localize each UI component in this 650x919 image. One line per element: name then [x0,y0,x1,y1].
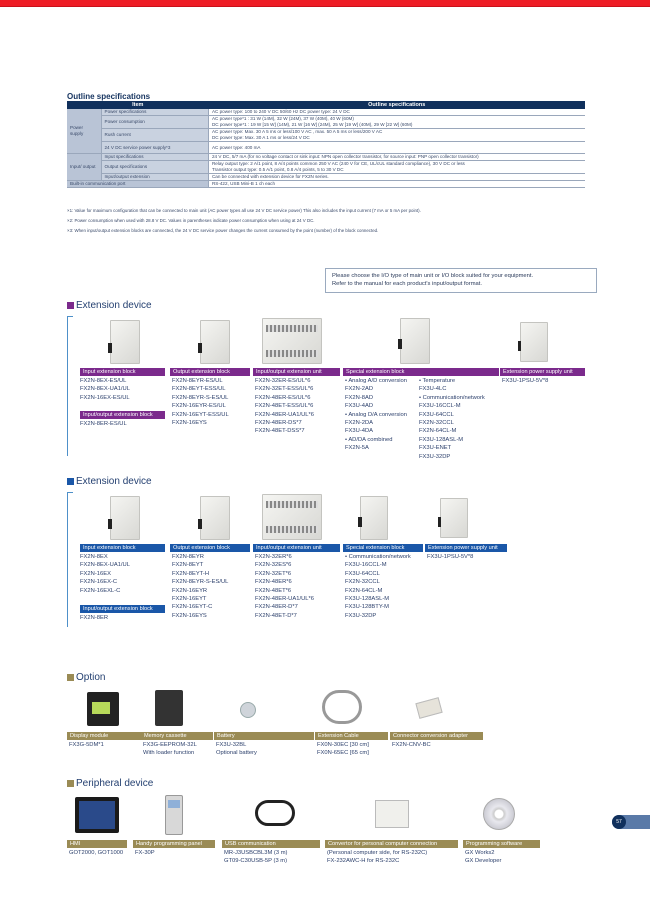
label-io-extension-block: Input/output extension block [80,411,165,419]
label-special-extension-block: Special extension block [343,368,499,376]
io-unit-image [262,318,322,364]
connector-adapter-image [415,697,442,719]
usb-cable-image [255,800,295,826]
label-extension-cable: Extension Cable [315,732,388,740]
power-supply-image [440,498,468,538]
input-block-image [110,496,140,540]
page-number-tab: 57 [612,815,650,829]
bracket-line [67,492,73,627]
top-red-bar [0,0,650,7]
label-memory-cassette: Memory cassette [141,732,213,740]
list-output-block: FX2N-8EYR-ES/UL FX2N-8EYT-ESS/UL FX2N-8EYR-S-ES/UL FX2N-16EYR-ES/UL FX2N-16EYT-ESS/UL FX2N-16EYS [172,378,229,426]
group-power: Power supply [67,109,101,154]
bracket-line [67,316,73,456]
io-unit-image [262,494,322,540]
label-input-extension-block: Input extension block [80,544,165,552]
list-power-supply: FX3U-1PSU-5V*8 [502,378,549,384]
table-row: Rush current AC power type: Max. 30 A 5 ms or less/100 V AC , max. 50 A 5 ms or less/200 V AC DC power type: Max. 30 A 1 ms or less/24 V DC [67,129,585,142]
hmi-image [75,797,119,833]
label-output-extension-block: Output extension block [170,368,250,376]
list-io-unit: FX2N-32ER-ES/UL*6 FX2N-32ET-ESS/UL*6 FX2N-48ER-ES/UL*6 FX2N-48ET-ESS/UL*6 FX2N-48ER-UA1/UL*6 FX2N-48ER-DS*7 FX2N-48ET-DSS*7 [255,378,314,435]
table-row: Output specifications Relay output type: 2 A/1 point, 8 A/4 points common 250 V AC (240 V for CE, UL/cUL standard compliance), 30 V DC or less Transistor output type: 0.5 A/1 point, 0.8 A/4 points, 5 to 30 V DC [67,161,585,174]
square-bullet-icon [67,780,74,787]
cd-image [483,798,515,830]
label-special-extension-block: Special extension block [343,544,423,552]
footnotes: ×1: Value for maximum configuration that can be connected to main unit (AC power types all use 24 V DC service power) This also includes the input current (7 mA or 5 mA per point). ×2: Power consumption when used with 28.8 V DC. Values in parentheses indicate power consumption when using at 24 V DC. ×3: When input/output extension blocks are connected, the 24 V DC service power changes the current consumed by the point (number) of the block connected. [67,208,421,233]
label-io-extension-unit: Input/output extension unit [253,368,340,376]
battery-image [240,702,256,718]
label-display-module: Display module [67,732,142,740]
list-special: • Communication/network FX3U-16CCL-M FX3U-64CCL FX2N-32CCL FX2N-64CL-M FX3U-128ASL-M FX3U-128BTY-M FX3U-32DP [345,554,411,619]
special-block-image [400,318,430,364]
label-usb-communication: USB communication [222,840,320,848]
square-bullet-icon [67,478,74,485]
table-row: Input/ output Input specifications 24 V DC, 5/7 mA (for no voltage contact or sink input: NPN open collector transistor, for source input: PNP open collector transistor) [67,154,585,161]
list-input-block: FX2N-8EX FX2N-8EX-UA1/UL FX2N-16EX FX2N-16EX-C FX2N-16EXL-C [80,554,130,594]
power-supply-image [520,322,548,362]
label-output-extension-block: Output extension block [170,544,250,552]
table-row: 24 V DC service power supply*3 AC power type: 400 mA [67,142,585,154]
output-block-image [200,320,230,364]
list-io-block: FX2N-8ER [80,615,109,621]
table-row: Input/output extension Can be connected with extension device for FX2N series. [67,174,585,181]
list-special-col2: • Temperature FX3U-4LC • Communication/network FX3U-16CCL-M FX3U-64CCL FX2N-32CCL FX2N-64CL-M FX3U-128ASL-M FX3U-ENET FX3U-32DP [419,378,485,460]
output-block-image [200,496,230,540]
list-io-unit: FX2N-32ER*6 FX2N-32ES*6 FX2N-32ET*6 FX2N-48ER*6 FX2N-48ET*6 FX2N-48ER-UA1/UL*6 FX2N-48ER-D*7 FX2N-48ET-D*7 [255,554,314,619]
label-input-extension-block: Input extension block [80,368,165,376]
extension-cable-image [322,690,362,724]
label-programming-software: Programming software [463,840,540,848]
memory-cassette-image [155,690,183,726]
table-row: Power supply Power specifications AC power type: 100 to 240 V DC 50/60 Hz DC power type: 24 V DC [67,109,585,116]
outline-spec-title: Outline specifications [67,92,151,101]
table-row: Power consumption AC power type*1 : 31 W (14M), 32 W (24M), 37 W (40M), 40 W (60M) DC power type*1 : 19 W [15 W] (14M), 21 W [16 W] (24M), 25 W [19 W] (40M), 29 W [22 W] (60M) [67,116,585,129]
special-block-image [360,496,388,540]
label-extension-power-supply: Extension power supply unit [500,368,585,376]
label-battery: Battery [214,732,314,740]
section-title-peripheral: Peripheral device [67,778,153,789]
square-bullet-icon [67,302,74,309]
list-output-block: FX2N-8EYR FX2N-8EYT FX2N-8EYT-H FX2N-8EYR-S-ES/UL FX2N-16EYR FX2N-16EYT FX2N-16EYT-C FX2N-16EYS [172,554,229,619]
group-io: Input/ output [67,154,101,181]
outline-spec-table [67,101,585,188]
input-block-image [110,320,140,364]
list-io-block: FX2N-8ER-ES/UL [80,421,127,427]
table-row: Built-in communication port RS-422, USB Mini-B 1 ch each [67,181,585,188]
label-hmi: HMI [67,840,127,848]
header-item: Item [67,101,208,109]
label-handy-panel: Handy programming panel [133,840,215,848]
square-bullet-icon [67,674,74,681]
header-spec: Outline specifications [208,101,585,109]
list-input-block: FX2N-8EX-ES/UL FX2N-8EX-UA1/UL FX2N-16EX-ES/UL [80,378,130,401]
list-power-supply: FX3U-1PSU-5V*8 [427,554,474,560]
label-connector-adapter: Connector conversion adapter [390,732,483,740]
converter-image [375,800,409,828]
display-module-image [87,692,119,726]
section-title-extension-blue: Extension device [67,476,152,487]
label-io-extension-block: Input/output extension block [80,605,165,613]
notice-box: Please choose the I/O type of main unit or I/O block suited for your equipment. Refer to the manual for each product's input/output format. [325,268,597,293]
label-converter: Convertor for personal computer connection [325,840,458,848]
label-extension-power-supply: Extension power supply unit [425,544,507,552]
section-title-option: Option [67,672,105,683]
section-title-extension-purple: Extension device [67,300,152,311]
list-special-col1: • Analog A/D conversion FX2N-2AD FX2N-8AD FX3U-4AD • Analog D/A conversion FX2N-2DA FX3U-4DA • AD/DA combined FX2N-5A [345,378,407,452]
handy-panel-image [165,795,183,835]
label-io-extension-unit: Input/output extension unit [253,544,340,552]
